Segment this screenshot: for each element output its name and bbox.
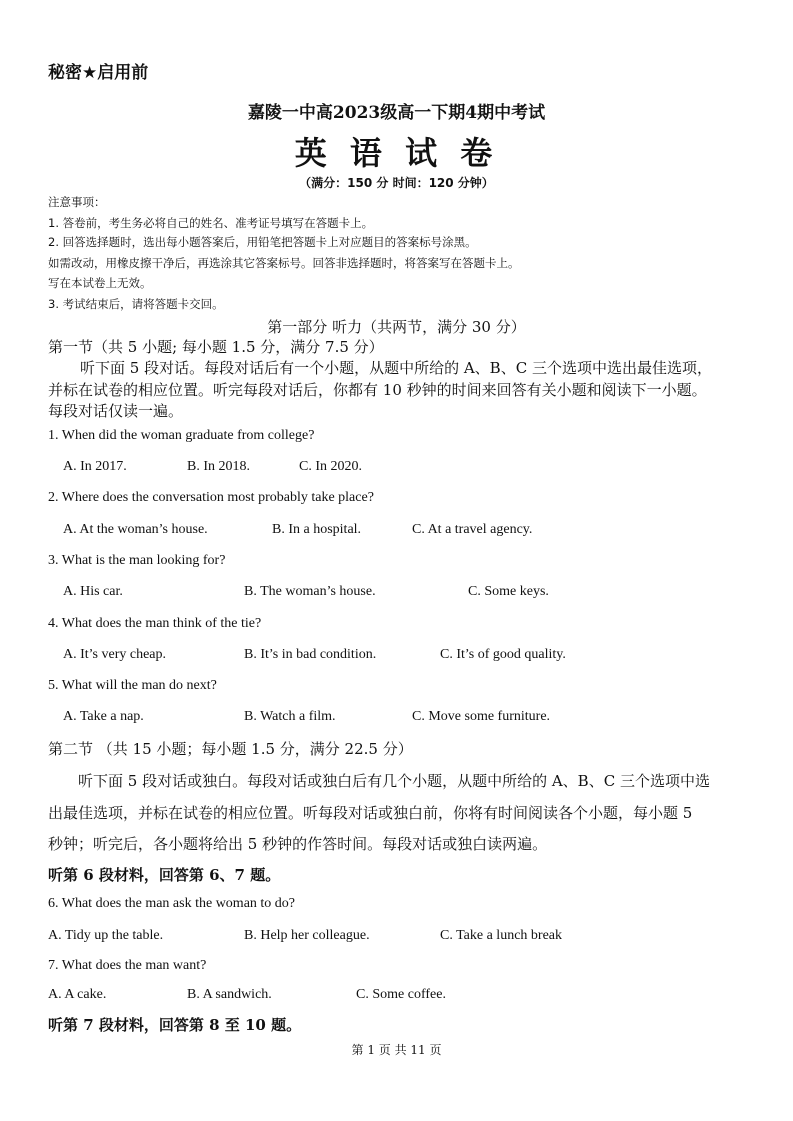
question-stem: 5. What will the man do next? <box>48 678 217 693</box>
option-c: C. At a travel agency. <box>412 522 533 537</box>
subject-title: 英 语 试 卷 <box>294 134 499 172</box>
section1-instruction: 并标在试卷的相应位置。听完每段对话后，你都有 10 秒钟的时间来回答有关小题和阅读下一小题。 <box>48 381 707 399</box>
section2-instruction: 出最佳选项，并标在试卷的相应位置。听每段对话或独白前，你将有时间阅读各个小题，每小题 5 <box>48 804 693 822</box>
option-b: B. In 2018. <box>187 459 250 474</box>
section1-instruction: 每段对话仅读一遍。 <box>48 402 184 420</box>
part1-title: 第一部分 听力（共两节，满分 30 分） <box>267 318 526 336</box>
notice-item: 写在本试卷上无效。 <box>48 276 152 290</box>
question-stem: 4. What does the man think of the tie? <box>48 616 262 631</box>
exam-title: 嘉陵一中高2023级高一下期4期中考试 <box>247 103 546 123</box>
section2-instruction: 秒钟；听完后，各小题将给出 5 秒钟的作答时间。每段对话或独白读两遍。 <box>48 835 548 853</box>
option-b: B. It’s in bad condition. <box>244 647 377 662</box>
page-number: 第 1 页 共 11 页 <box>351 1043 442 1057</box>
option-a: A. In 2017. <box>63 459 127 474</box>
option-a: A. It’s very cheap. <box>63 647 167 662</box>
option-c: C. It’s of good quality. <box>440 647 566 662</box>
option-a: A. A cake. <box>48 987 107 1002</box>
option-b: B. In a hospital. <box>272 522 362 537</box>
option-a: A. Take a nap. <box>63 709 144 724</box>
option-b: B. A sandwich. <box>187 987 272 1002</box>
option-b: B. Help her colleague. <box>244 928 370 943</box>
option-c: C. Some coffee. <box>356 987 446 1002</box>
material-6-heading: 听第 6 段材料，回答第 6、7 题。 <box>48 866 281 884</box>
option-c: C. Take a lunch break <box>440 928 562 943</box>
option-a: A. Tidy up the table. <box>48 928 164 943</box>
question-stem: 6. What does the man ask the woman to do? <box>48 896 296 911</box>
notice-heading: 注意事项： <box>48 195 106 209</box>
score-time: （满分：150 分 时间：120 分钟） <box>299 176 494 190</box>
option-a: A. His car. <box>63 584 123 599</box>
notice-item: 2. 回答选择题时，选出每小题答案后，用铅笔把答题卡上对应题目的答案标号涂黑。 <box>48 235 477 249</box>
question-stem: 1. When did the woman graduate from college? <box>48 428 315 443</box>
option-b: B. The woman’s house. <box>244 584 376 599</box>
section2-title: 第二节 （共 15 小题；每小题 1.5 分，满分 22.5 分） <box>48 740 413 758</box>
question-stem: 2. Where does the conversation most probably take place? <box>48 490 374 505</box>
option-b: B. Watch a film. <box>244 709 336 724</box>
option-c: C. Some keys. <box>468 584 549 599</box>
option-c: C. Move some furniture. <box>412 709 551 724</box>
section2-instruction: 听下面 5 段对话或独白。每段对话或独白后有几个小题，从题中所给的 A、B、C 三个选项中选 <box>78 772 710 790</box>
option-a: A. At the woman’s house. <box>63 522 208 537</box>
question-stem: 7. What does the man want? <box>48 958 207 973</box>
section1-instruction: 听下面 5 段对话。每段对话后有一个小题，从题中所给的 A、B、C 三个选项中选出最佳选项， <box>80 359 712 377</box>
material-7-heading: 听第 7 段材料，回答第 8 至 10 题。 <box>48 1016 302 1034</box>
question-stem: 3. What is the man looking for? <box>48 553 226 568</box>
option-c: C. In 2020. <box>299 459 362 474</box>
secret-label: 秘密★启用前 <box>48 63 149 83</box>
notice-item: 1. 答卷前，考生务必将自己的姓名、准考证号填写在答题卡上。 <box>48 216 374 230</box>
notice-item: 如需改动，用橡皮擦干净后，再选涂其它答案标号。回答非选择题时，将答案写在答题卡上。 <box>48 256 520 270</box>
notice-item: 3. 考试结束后，请将答题卡交回。 <box>48 297 224 311</box>
section1-title: 第一节（共 5 小题; 每小题 1.5 分，满分 7.5 分） <box>48 338 384 356</box>
